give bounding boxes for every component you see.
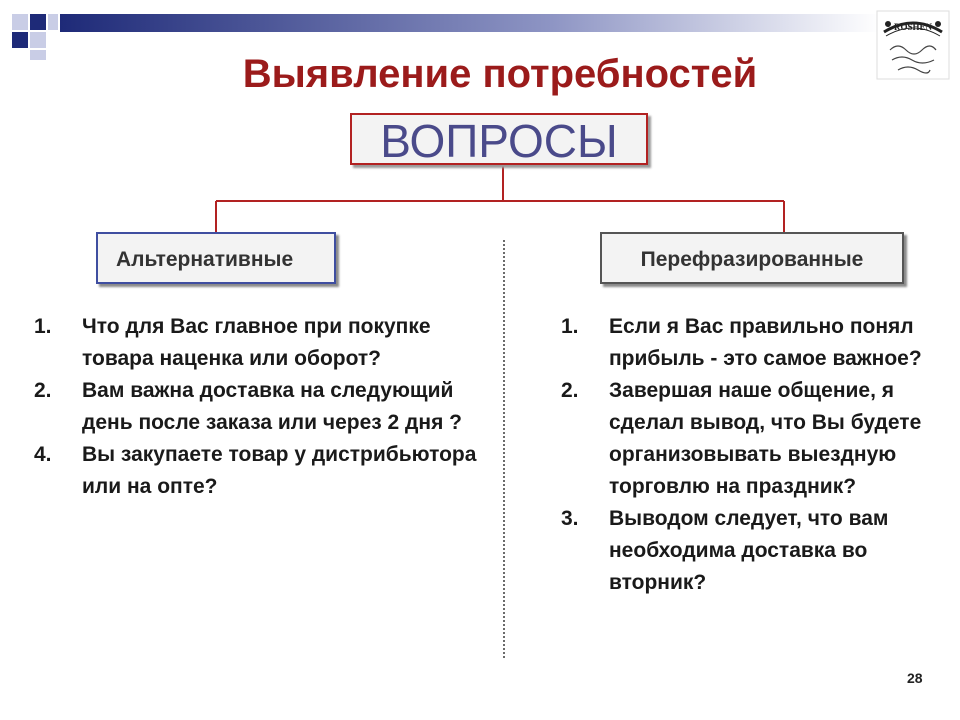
- list-item: [34, 311, 494, 375]
- list-item: [34, 439, 494, 503]
- list-item-number: 1.: [34, 315, 52, 338]
- branch-paraphrased: [600, 232, 904, 284]
- paraphrased-questions-list: [561, 311, 931, 599]
- branch-alternative: [96, 232, 336, 284]
- logo-brand-text: ROSHEN: [893, 22, 933, 32]
- page-number: 28: [907, 670, 923, 686]
- list-item-number: 1.: [561, 315, 579, 338]
- list-item: [561, 311, 931, 375]
- branch-alternative-label: Альтернативные: [116, 248, 294, 271]
- root-node: [350, 113, 648, 165]
- list-item-text: Вам важна доставка на следующий день после заказа или через 2 дня ?: [82, 379, 462, 434]
- list-item-number: 4.: [34, 443, 52, 466]
- slide-title: Выявление потребностей: [242, 52, 758, 96]
- list-item-text: Что для Вас главное при покупке товара наценка или оборот?: [82, 315, 431, 370]
- list-item-number: 3.: [561, 507, 579, 530]
- list-item-number: 2.: [34, 379, 52, 402]
- list-item-text: Завершая наше общение, я сделал вывод, что Вы будете организовывать выездную торговлю на праздник?: [609, 379, 922, 498]
- list-item: [561, 375, 931, 503]
- list-item: [561, 503, 931, 599]
- alternative-questions-list: [34, 311, 494, 503]
- branch-paraphrased-label: Перефразированные: [640, 248, 864, 271]
- root-node-label: ВОПРОСЫ: [380, 115, 618, 167]
- list-item-text: Выводом следует, что вам необходима доставка во вторник?: [609, 507, 889, 594]
- list-item: [34, 375, 494, 439]
- list-item-text: Если я Вас правильно понял прибыль - это самое важное?: [609, 315, 922, 370]
- list-item-number: 2.: [561, 379, 579, 402]
- list-item-text: Вы закупаете товар у дистрибьютора или на опте?: [82, 443, 477, 498]
- column-divider: [503, 240, 505, 658]
